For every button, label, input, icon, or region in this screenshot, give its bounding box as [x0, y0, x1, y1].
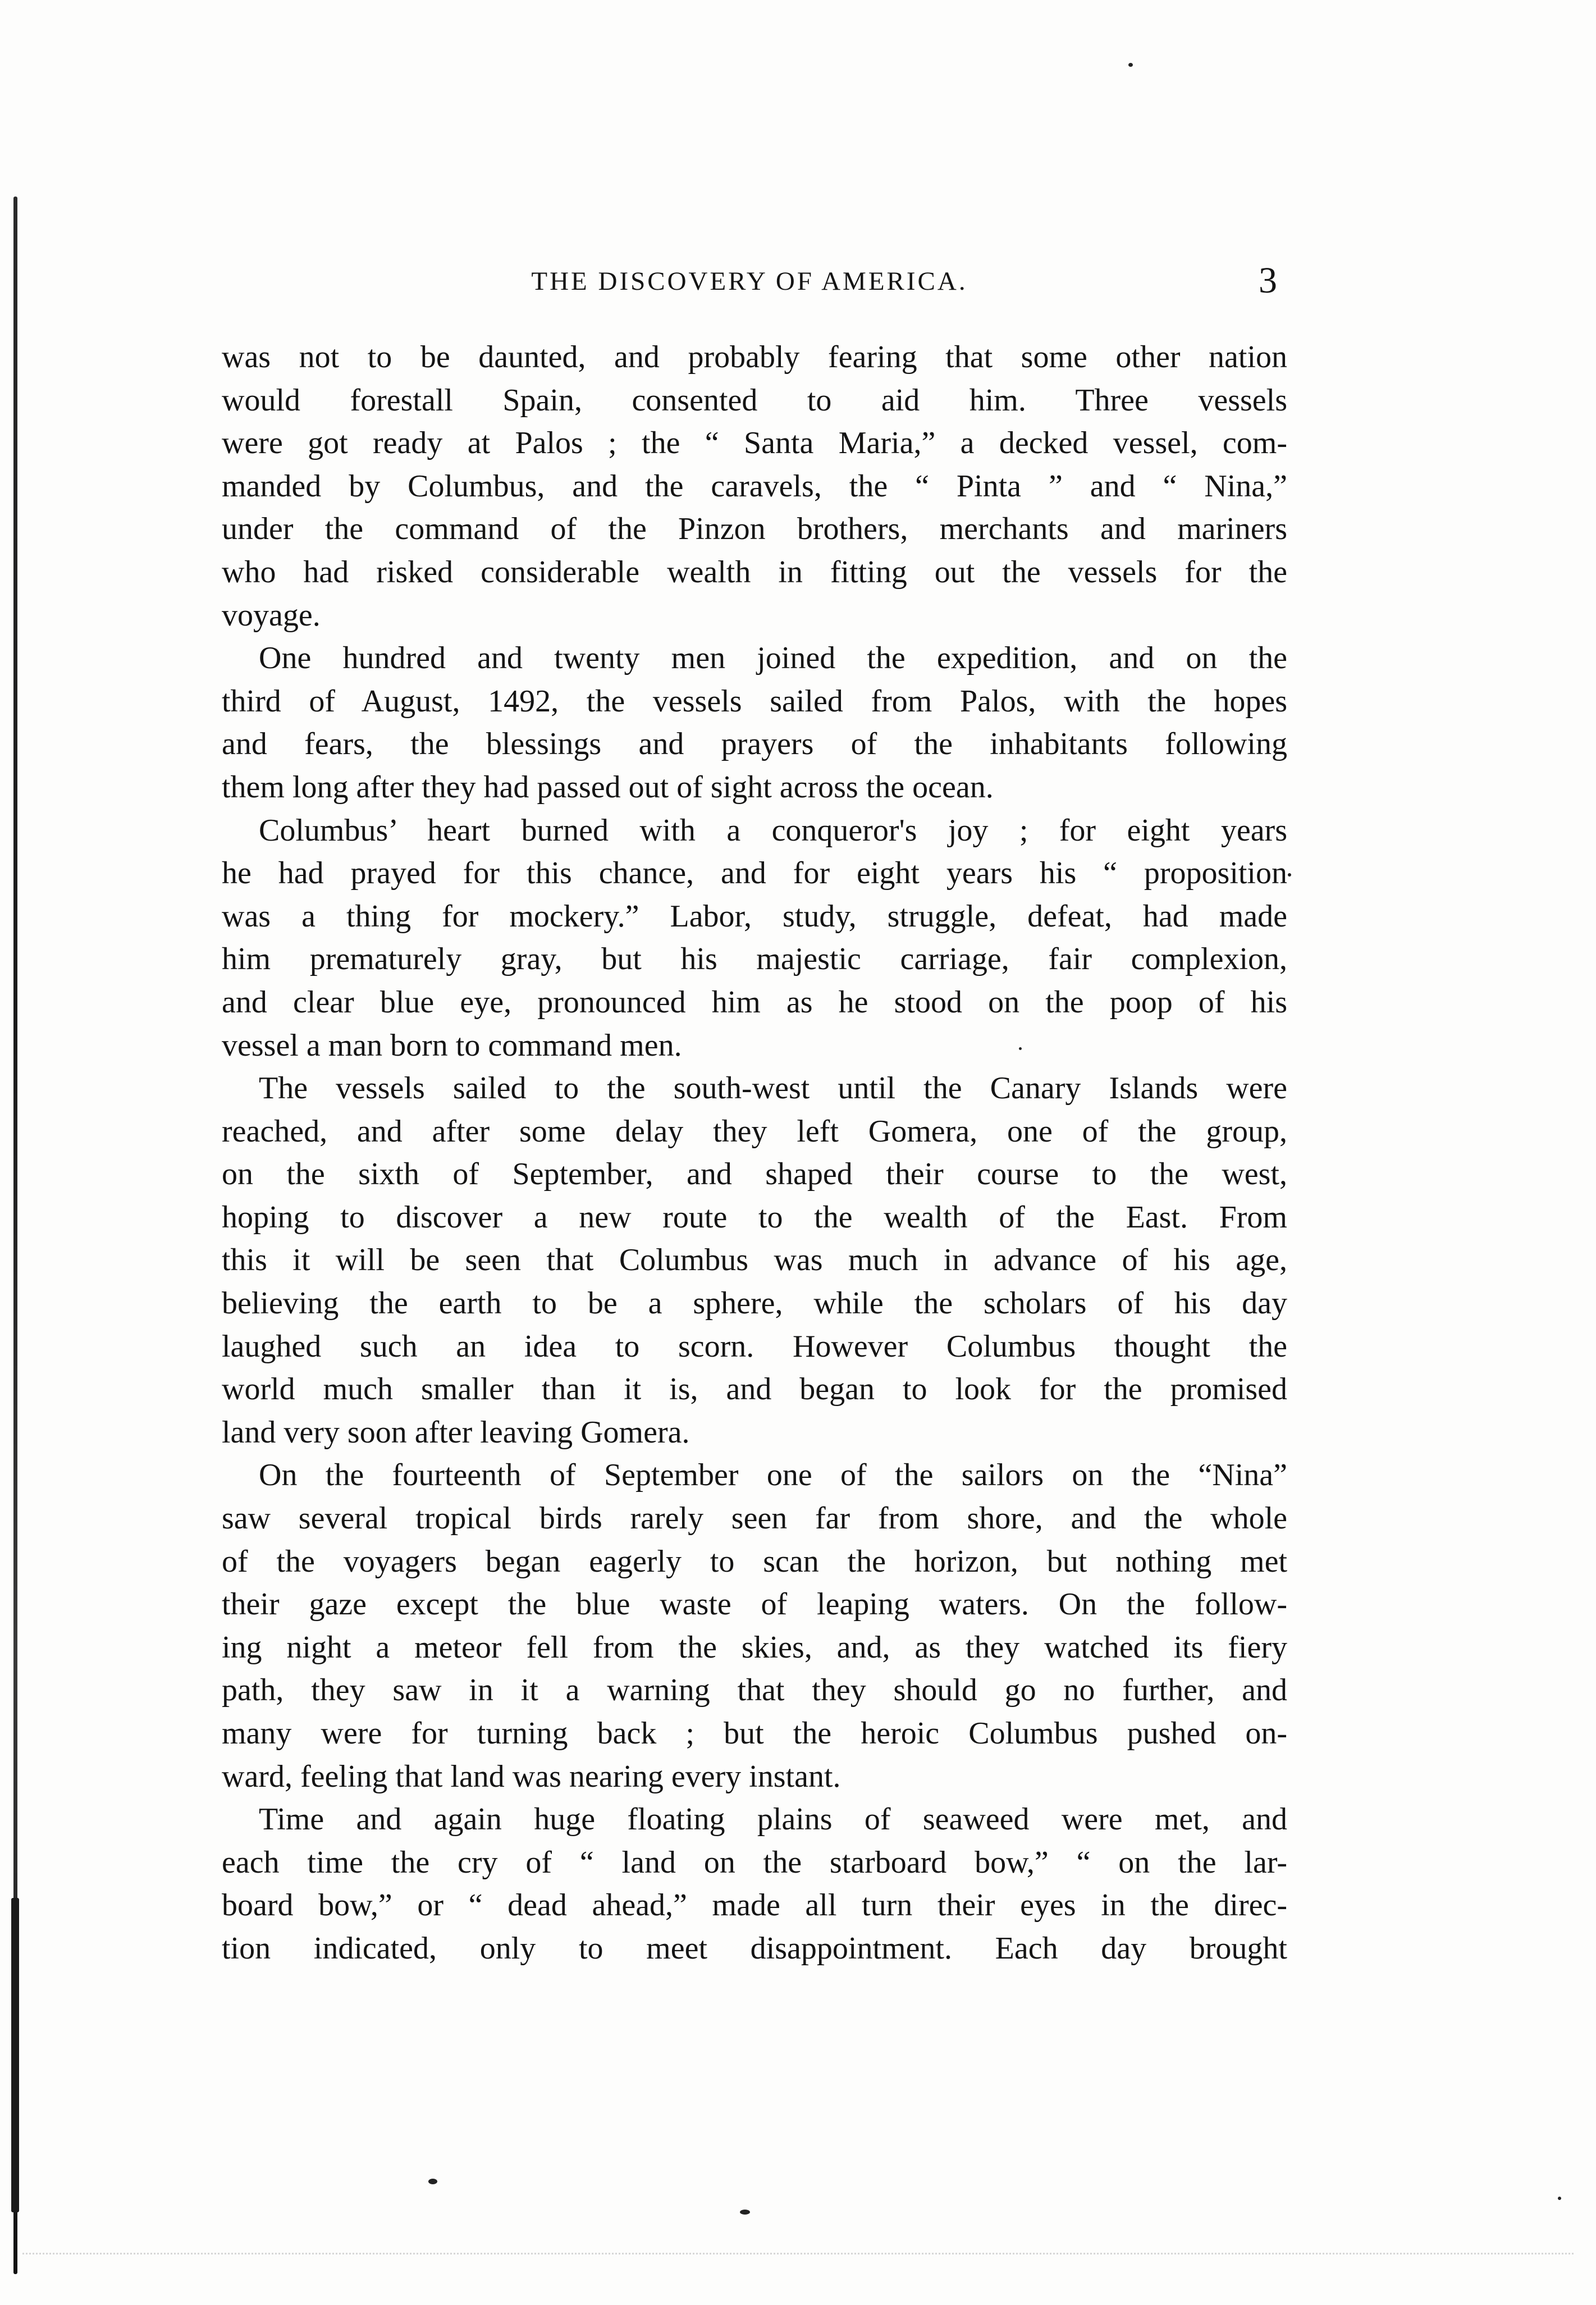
- text-line: world much smaller than it is, and began to look for the promised: [222, 1372, 1287, 1407]
- text-line: each time the cry of “ land on the starboard bow,” “ on the lar-: [222, 1845, 1287, 1880]
- text-line: would forestall Spain, consented to aid him. Three vessels: [222, 382, 1287, 418]
- paragraph: [222, 1454, 1287, 1798]
- paragraph: [222, 637, 1287, 809]
- text-line: laughed such an idea to scorn. However Columbus thought the: [222, 1329, 1287, 1364]
- paragraph: [222, 809, 1287, 1067]
- text-line: were got ready at Palos ; the “ Santa Maria,” a decked vessel, com-: [222, 426, 1287, 461]
- text-line: One hundred and twenty men joined the expedition, and on the: [259, 641, 1287, 676]
- text-line: path, they saw in it a warning that they should go no further, and: [222, 1673, 1287, 1708]
- text-line: On the fourteenth of September one of the sailors on the “Nina”: [259, 1458, 1287, 1493]
- text-line: who had risked considerable wealth in fitting out the vessels for the: [222, 554, 1287, 590]
- scan-bottom-edge: [22, 2253, 1574, 2254]
- text-line: this it will be seen that Columbus was much in advance of his age,: [222, 1243, 1287, 1278]
- text-line: voyage.: [222, 597, 321, 633]
- text-line: Columbus’ heart burned with a conqueror's joy ; for eight years: [259, 813, 1287, 848]
- text-line: was a thing for mockery.” Labor, study, struggle, defeat, had made: [222, 898, 1287, 934]
- text-line: their gaze except the blue waste of leaping waters. On the follow-: [222, 1587, 1287, 1622]
- text-line: hoping to discover a new route to the wealth of the East. From: [222, 1199, 1287, 1235]
- paragraph: [222, 336, 1287, 637]
- text-line: saw several tropical birds rarely seen far from shore, and the whole: [222, 1501, 1287, 1536]
- text-line: many were for turning back ; but the heroic Columbus pushed on-: [222, 1716, 1287, 1751]
- text-line: manded by Columbus, and the caravels, the “ Pinta ” and “ Nina,”: [222, 468, 1287, 504]
- text-line: was not to be daunted, and probably fearing that some other nation: [222, 340, 1287, 375]
- scan-speck: [428, 2179, 437, 2184]
- text-line: and clear blue eye, pronounced him as he stood on the poop of his: [222, 984, 1287, 1020]
- text-line: reached, and after some delay they left Gomera, one of the group,: [222, 1113, 1287, 1149]
- text-line: vessel a man born to command men.: [222, 1028, 682, 1063]
- text-line: third of August, 1492, the vessels sailed from Palos, with the hopes: [222, 683, 1287, 719]
- scan-speck: [1288, 873, 1291, 877]
- scan-gutter-shadow: [11, 1898, 19, 2212]
- text-line: and fears, the blessings and prayers of the inhabitants following: [222, 727, 1287, 762]
- scan-speck: [1558, 2197, 1561, 2200]
- text-line: tion indicated, only to meet disappointment. Each day brought: [222, 1930, 1287, 1966]
- text-line: he had prayed for this chance, and for eight years his “ proposition: [222, 856, 1287, 891]
- paragraph: [222, 1067, 1287, 1454]
- text-line: believing the earth to be a sphere, while the scholars of his day: [222, 1286, 1287, 1321]
- body-text: [222, 336, 1287, 1970]
- text-line: ward, feeling that land was nearing every instant.: [222, 1759, 841, 1794]
- running-head: [222, 259, 1277, 304]
- scan-speck: [740, 2210, 750, 2215]
- text-line: of the voyagers began eagerly to scan the horizon, but nothing met: [222, 1544, 1287, 1579]
- text-line: Time and again huge floating plains of seaweed were met, and: [259, 1802, 1287, 1837]
- text-line: The vessels sailed to the south-west until the Canary Islands were: [259, 1071, 1287, 1106]
- text-line: land very soon after leaving Gomera.: [222, 1414, 690, 1450]
- text-line: them long after they had passed out of sight across the ocean.: [222, 769, 994, 805]
- text-line: on the sixth of September, and shaped their course to the west,: [222, 1157, 1287, 1192]
- page-number: 3: [1259, 260, 1277, 301]
- scan-speck: [1128, 63, 1133, 67]
- text-line: under the command of the Pinzon brothers, merchants and mariners: [222, 512, 1287, 547]
- text-line: him prematurely gray, but his majestic carriage, fair complexion,: [222, 942, 1287, 977]
- paragraph: [222, 1798, 1287, 1970]
- text-line: board bow,” or “ dead ahead,” made all turn their eyes in the direc-: [222, 1888, 1287, 1923]
- text-line: ing night a meteor fell from the skies, and, as they watched its fiery: [222, 1630, 1287, 1665]
- running-head-title: THE DISCOVERY OF AMERICA.: [531, 267, 968, 296]
